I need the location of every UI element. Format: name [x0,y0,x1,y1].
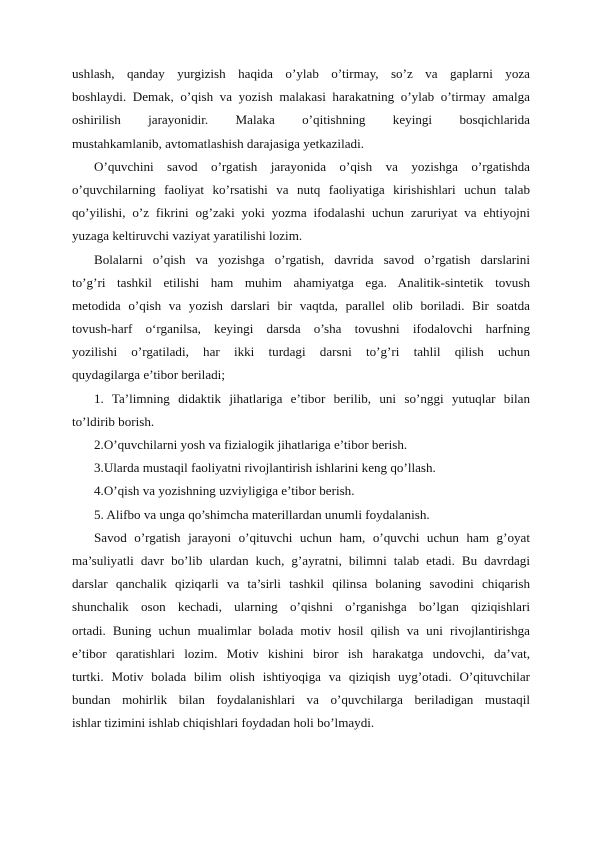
text-line: o’quvchilarning faoliyat ko’rsatishi va nutq faoliyatiga kirishishlari uchun talab [72,181,530,197]
text-line: boshlaydi. Demak, o’qish va yozish malakasi harakatning o’ylab o’tirmay amalga [72,89,530,105]
text-line: metodida o’qish va yozish darslari bir vaqtda, parallel olib boriladi. Bir soatda [72,297,530,313]
text-line: to’ldirib borish. [72,413,155,429]
text-line: ushlash, qanday yurgizish haqida o’ylab o’tirmay, so’z va gaplarni yoza [72,66,530,81]
text-line: qo’yilishi, o’z fikrini og’zaki yoki yozma ifodalashi uchun zaruriyat va ehtiyojni [72,205,530,221]
list-item: 5. Alifbo va unga qo’shimcha materillardan unumli foydalanish. [94,506,430,522]
text-line: quydagilarga e’tibor beriladi; [72,367,225,383]
text-line: tovush-harf o‘rganilsa, keyingi darsda o’sha tovushni ifodalovchi harfning [72,321,530,337]
list-item: 1. Ta’limning didaktik jihatlariga e’tibor berilib, uni so’nggi yutuqlar bilan [94,390,530,406]
text-line: to’g’ri tashkil etilishi ham muhim ahamiyatga ega. Analitik-sintetik tovush [72,274,530,290]
list-item: 2.O’quvchilarni yosh va fizialogik jihatlariga e’tibor berish. [94,437,408,452]
text-line: Savod o’rgatish jarayoni o’qituvchi uchun ham, o’quvchi uchun ham g’oyat [94,529,530,545]
text-line: O’quvchini savod o’rgatish jarayonida o’qish va yozishga o’rgatishda [94,158,530,174]
text-line: turtki. Motiv bolada bilim olish ishtiyoqiga va qiziqish uyg’otadi. O’qituvchilar [72,668,530,684]
text-line: darslar qanchalik qiziqarli va ta’sirli tashkil qilinsa bolaning savodini chiqarish [72,576,530,592]
text-line: e’tibor qaratishlari lozim. Motiv kishini biror ish harakatga undovchi, da’vat, [72,645,530,661]
text-line: ma’suliyatli davr bo’lib ulardan kuch, g’ayratni, bilimni talab etadi. Bu davrdagi [72,552,530,568]
text-line: mustahkamlanib, avtomatlashish darajasiga yetkaziladi. [72,135,364,151]
document-page [72,62,530,734]
text-line: ishlar tizimini ishlab chiqishlari foydadan holi bo’lmaydi. [72,715,375,731]
list-item: 4.O’qish va yozishning uzviyligiga e’tibor berish. [94,483,355,499]
text-line: bundan mohirlik bilan foydalanishlari va o’quvchilarga beriladigan mustaqil [72,692,530,708]
text-line: yuzaga keltiruvchi vaziyat yaratilishi lozim. [72,228,303,244]
text-line: ortadi. Buning uchun mualimlar bolada motiv hosil qilish va uni rivojlantirishga [72,622,530,638]
text-line: oshirilish jarayonidir. Malaka o’qitishning keyingi bosqichlarida [72,112,530,128]
text-line: Bolalarni o’qish va yozishga o’rgatish, davrida savod o’rgatish darslarini [94,251,530,267]
list-item: 3.Ularda mustaqil faoliyatni rivojlantirish ishlarini keng qo’llash. [94,460,436,476]
text-line: yozilishi o’rgatiladi, har ikki turdagi darsni to’g’ri tahlil qilish uchun [72,344,530,360]
text-line: shunchalik oson kechadi, ularning o’qishni o’rganishga bo’lgan qiziqishlari [72,599,530,615]
